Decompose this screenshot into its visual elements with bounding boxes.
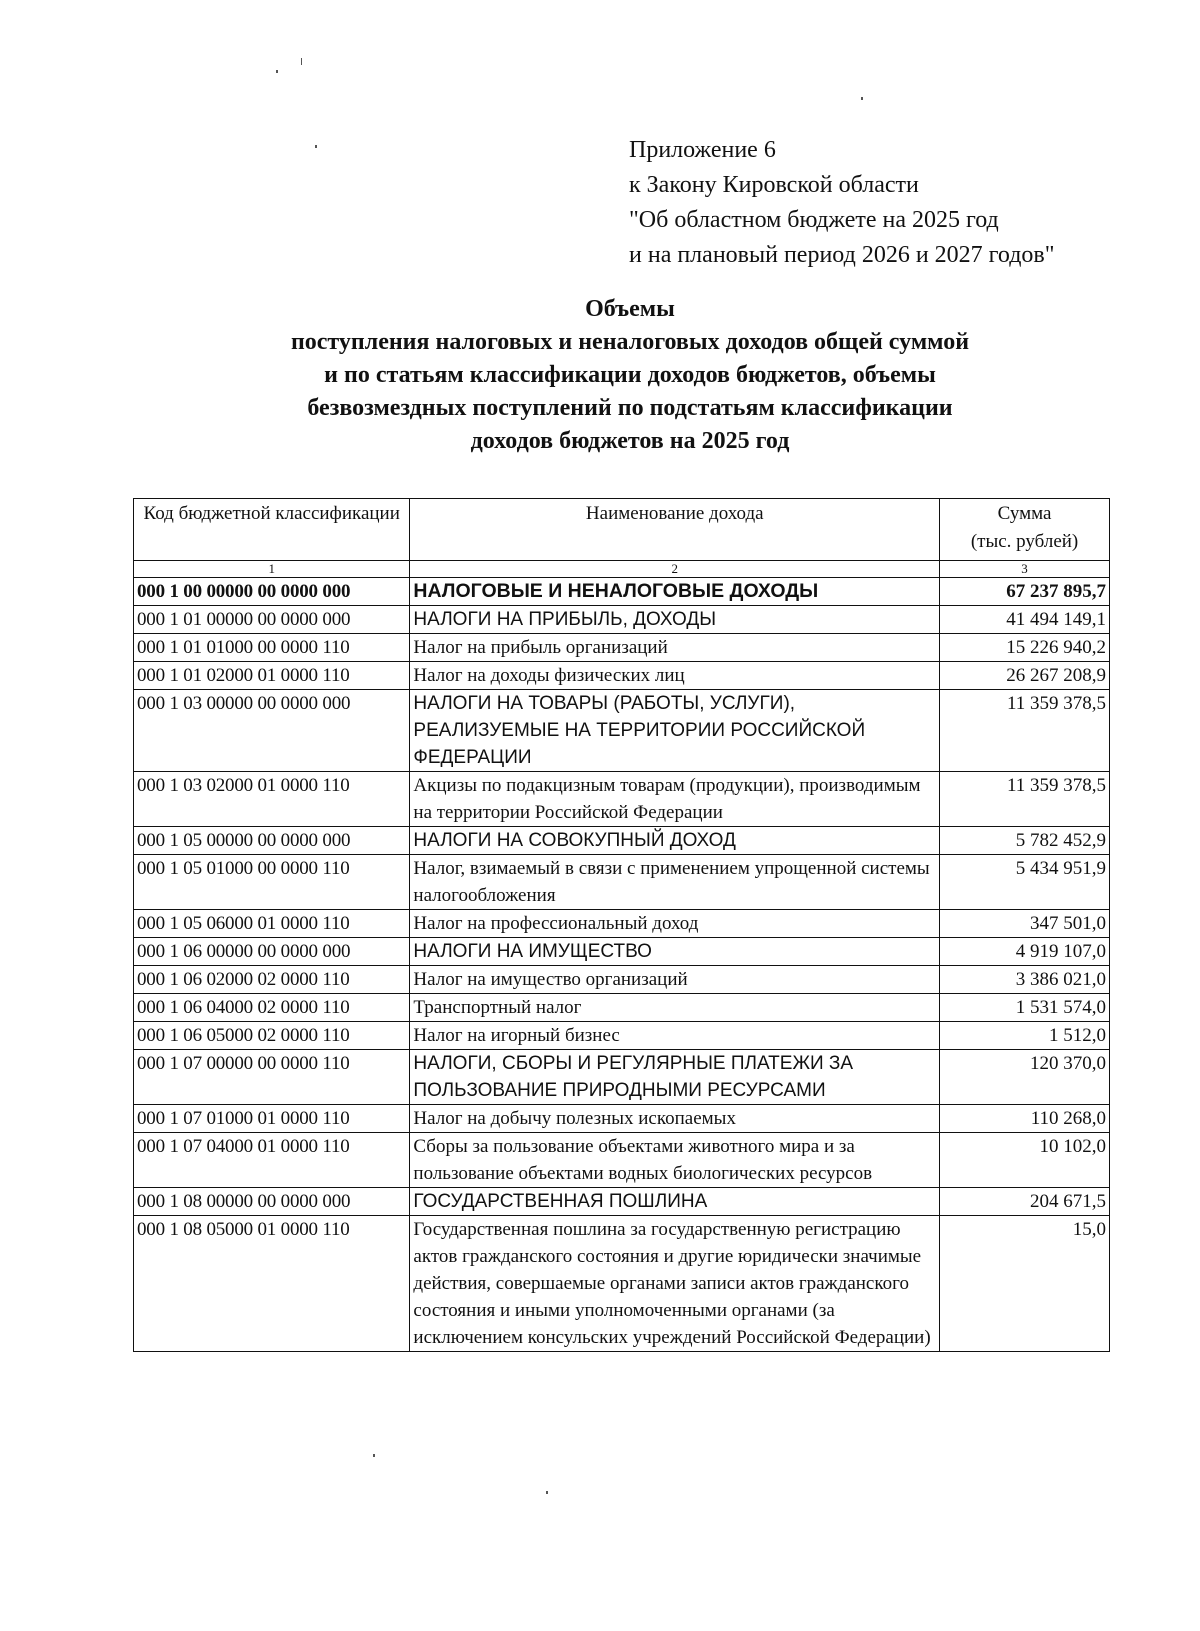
table-row [134,827,1110,855]
row-name: НАЛОГОВЫЕ И НЕНАЛОГОВЫЕ ДОХОДЫ [410,578,940,606]
table-row [134,634,1110,662]
row-sum: 1 531 574,0 [940,994,1110,1022]
appendix-line: "Об областном бюджете на 2025 год [629,207,999,233]
scan-speck [546,1491,548,1494]
appendix-line: и на плановый период 2026 и 2027 годов" [629,242,1055,268]
column-number-row [134,561,1110,578]
row-code: 000 1 08 00000 00 0000 000 [134,1188,410,1216]
row-code: 000 1 07 01000 01 0000 110 [134,1105,410,1133]
appendix-note [629,133,1055,273]
title-line: Объемы [585,296,675,322]
row-sum: 26 267 208,9 [940,662,1110,690]
row-code: 000 1 03 00000 00 0000 000 [134,690,410,772]
table-row [134,578,1110,606]
row-sum: 67 237 895,7 [940,578,1110,606]
row-sum: 15,0 [940,1216,1110,1352]
appendix-line: к Закону Кировской области [629,172,919,198]
column-number: 1 [134,561,410,578]
title-line: и по статьям классификации доходов бюджетов, объемы [324,362,936,388]
table-row [134,1022,1110,1050]
appendix-line: Приложение 6 [629,137,776,163]
row-code: 000 1 06 05000 02 0000 110 [134,1022,410,1050]
row-sum: 15 226 940,2 [940,634,1110,662]
row-name: Сборы за пользование объектами животного мира и за пользование объектами водных биологических ресурсов [410,1133,940,1188]
scan-speck [315,145,317,148]
row-sum: 347 501,0 [940,910,1110,938]
row-sum: 204 671,5 [940,1188,1110,1216]
row-name: Государственная пошлина за государственную регистрацию актов гражданского состояния и другие юридически значимые действия, совершаемые органами записи актов гражданского состояния и иными уполномоченными органами (за исключением консульских учреждений Российской Федерации) [410,1216,940,1352]
column-number: 2 [410,561,940,578]
row-sum: 11 359 378,5 [940,690,1110,772]
row-code: 000 1 05 01000 00 0000 110 [134,855,410,910]
row-code: 000 1 01 02000 01 0000 110 [134,662,410,690]
row-sum: 3 386 021,0 [940,966,1110,994]
row-code: 000 1 07 04000 01 0000 110 [134,1133,410,1188]
column-number: 3 [940,561,1110,578]
title-line: доходов бюджетов на 2025 год [470,428,790,454]
row-sum: 5 782 452,9 [940,827,1110,855]
row-sum: 41 494 149,1 [940,606,1110,634]
header-sum-line: Сумма [997,503,1052,524]
row-name: Налог на игорный бизнес [410,1022,940,1050]
row-code: 000 1 01 00000 00 0000 000 [134,606,410,634]
row-name: Налог на добычу полезных ископаемых [410,1105,940,1133]
row-code: 000 1 05 06000 01 0000 110 [134,910,410,938]
row-name: Налог на имущество организаций [410,966,940,994]
row-name: Налог, взимаемый в связи с применением упрощенной системы налогообложения [410,855,940,910]
scan-speck [301,58,302,65]
row-code: 000 1 06 04000 02 0000 110 [134,994,410,1022]
row-sum: 11 359 378,5 [940,772,1110,827]
row-sum: 10 102,0 [940,1133,1110,1188]
table-row [134,938,1110,966]
table-row [134,966,1110,994]
table-row [134,606,1110,634]
row-name: Акцизы по подакцизным товарам (продукции), производимым на территории Российской Федерации [410,772,940,827]
header-code: Код бюджетной классификации [134,499,410,561]
table-row [134,1133,1110,1188]
row-code: 000 1 03 02000 01 0000 110 [134,772,410,827]
table-row [134,1188,1110,1216]
row-name: ГОСУДАРСТВЕННАЯ ПОШЛИНА [410,1188,940,1216]
table-row [134,1050,1110,1105]
row-name: Налог на профессиональный доход [410,910,940,938]
row-code: 000 1 05 00000 00 0000 000 [134,827,410,855]
header-sum [940,499,1110,561]
row-sum: 120 370,0 [940,1050,1110,1105]
header-sum-line: (тыс. рублей) [970,531,1079,552]
row-name: НАЛОГИ НА ТОВАРЫ (РАБОТЫ, УСЛУГИ), РЕАЛИЗУЕМЫЕ НА ТЕРРИТОРИИ РОССИЙСКОЙ ФЕДЕРАЦИИ [410,690,940,772]
table-row [134,690,1110,772]
scan-speck [276,70,278,73]
row-code: 000 1 06 02000 02 0000 110 [134,966,410,994]
row-code: 000 1 01 01000 00 0000 110 [134,634,410,662]
scan-speck [373,1454,375,1457]
document-title [160,293,1100,458]
header-name: Наименование дохода [410,499,940,561]
table-row [134,855,1110,910]
row-code: 000 1 06 00000 00 0000 000 [134,938,410,966]
table-row [134,662,1110,690]
row-name: НАЛОГИ НА СОВОКУПНЫЙ ДОХОД [410,827,940,855]
row-sum: 5 434 951,9 [940,855,1110,910]
row-code: 000 1 08 05000 01 0000 110 [134,1216,410,1352]
row-name: НАЛОГИ, СБОРЫ И РЕГУЛЯРНЫЕ ПЛАТЕЖИ ЗА ПОЛЬЗОВАНИЕ ПРИРОДНЫМИ РЕСУРСАМИ [410,1050,940,1105]
row-sum: 1 512,0 [940,1022,1110,1050]
title-line: поступления налоговых и неналоговых доходов общей суммой [290,329,970,355]
row-name: Налог на прибыль организаций [410,634,940,662]
table-row [134,994,1110,1022]
row-name: Налог на доходы физических лиц [410,662,940,690]
income-table [133,498,1110,1352]
row-name: НАЛОГИ НА ПРИБЫЛЬ, ДОХОДЫ [410,606,940,634]
table-row [134,1216,1110,1352]
title-line: безвозмездных поступлений по подстатьям классификации [307,395,953,421]
table-header-row [134,499,1110,561]
table-row [134,910,1110,938]
scan-speck [861,97,863,100]
table-row [134,772,1110,827]
row-code: 000 1 00 00000 00 0000 000 [134,578,410,606]
row-code: 000 1 07 00000 00 0000 110 [134,1050,410,1105]
row-sum: 4 919 107,0 [940,938,1110,966]
row-name: Транспортный налог [410,994,940,1022]
table-row [134,1105,1110,1133]
row-sum: 110 268,0 [940,1105,1110,1133]
row-name: НАЛОГИ НА ИМУЩЕСТВО [410,938,940,966]
